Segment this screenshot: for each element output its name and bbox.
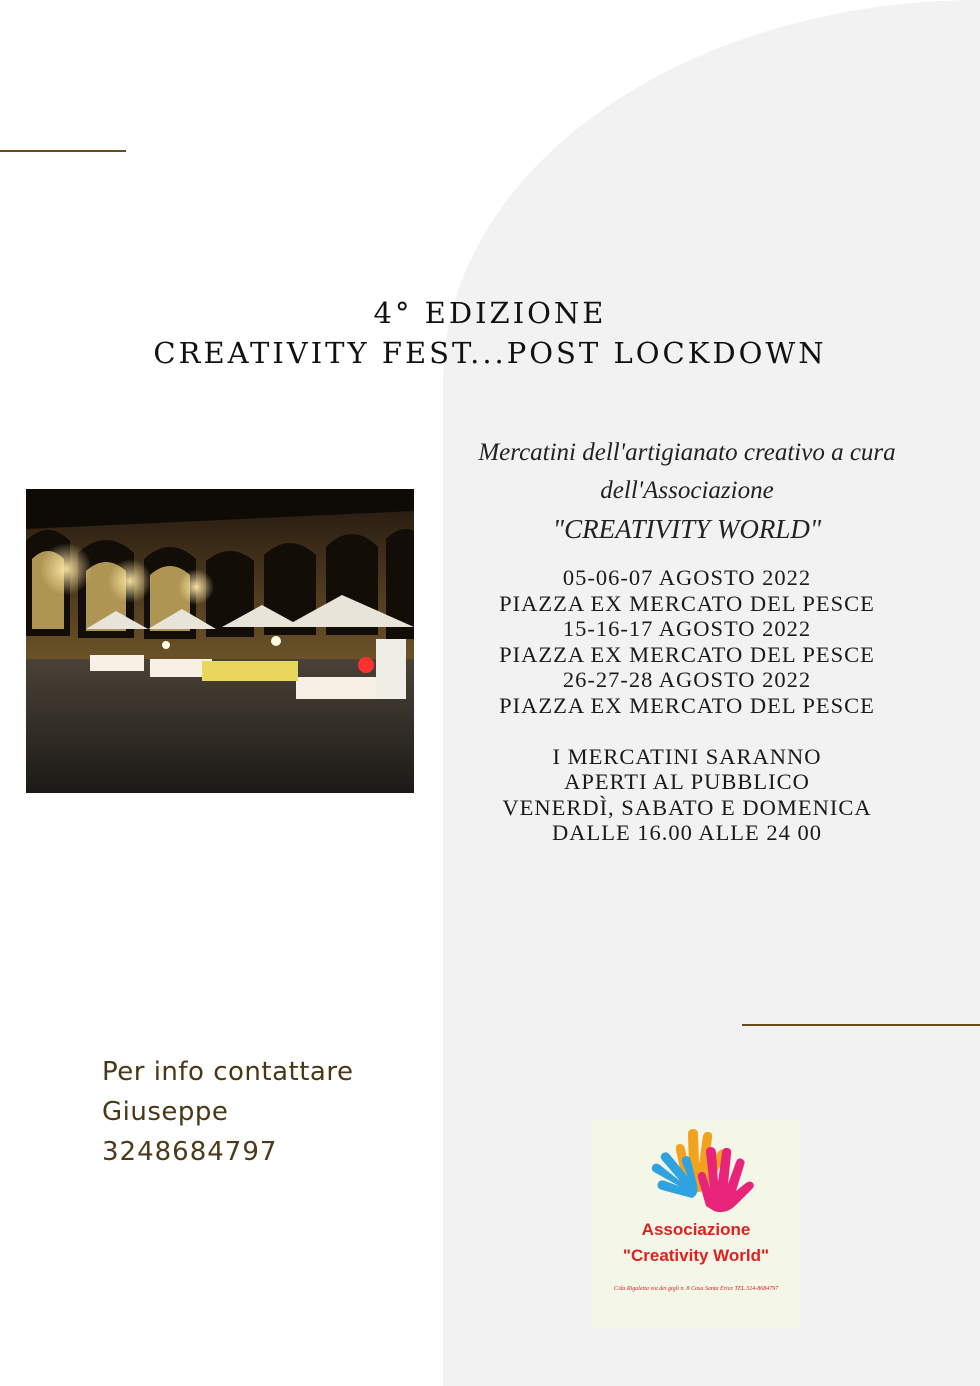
contact-phone[interactable]: 3248684797 <box>102 1137 278 1167</box>
opening-line-3: VENERDÌ, SABATO E DOMENICA <box>502 794 872 820</box>
schedule-place-1: PIAZZA EX MERCATO DEL PESCE <box>499 590 875 616</box>
contact-info <box>102 1052 353 1172</box>
association-logo <box>592 1120 800 1328</box>
market-night-photo <box>26 489 414 793</box>
event-title: CREATIVITY FEST...POST LOCKDOWN <box>153 336 827 370</box>
schedule-place-2: PIAZZA EX MERCATO DEL PESCE <box>499 641 875 667</box>
subtitle-line-1: Mercatini dell'artigianato creativo a cura <box>478 439 896 466</box>
contact-name: Giuseppe <box>102 1097 229 1127</box>
market-photo-illustration <box>26 489 414 793</box>
schedule-place-3: PIAZZA EX MERCATO DEL PESCE <box>499 692 875 718</box>
opening-line-1: I MERCATINI SARANNO <box>552 743 822 769</box>
schedule-date-1: 05-06-07 AGOSTO 2022 <box>562 565 812 590</box>
top-divider-line <box>0 150 126 152</box>
hands-logo-icon <box>592 1120 800 1220</box>
event-subtitle <box>430 434 944 548</box>
subtitle-line-2: dell'Associazione <box>600 477 774 504</box>
contact-intro: Per info contattare <box>102 1057 354 1087</box>
schedule-spacer <box>430 719 944 744</box>
subtitle-line-3: "CREATIVITY WORLD" <box>552 514 822 544</box>
logo-address: C/da Rigaletta via dei gigli n. 8 Casa Santa Erice TEL 324-8684797 <box>613 1286 779 1292</box>
schedule-date-3: 26-27-28 AGOSTO 2022 <box>562 667 812 693</box>
bottom-divider-line <box>742 1024 980 1026</box>
logo-name-line-1: Associazione <box>641 1220 751 1239</box>
opening-line-4: DALLE 16.00 ALLE 24 00 <box>551 820 823 846</box>
logo-name-line-2: "Creativity World" <box>622 1246 770 1265</box>
opening-line-2: APERTI AL PUBBLICO <box>564 769 810 795</box>
schedule-date-2: 15-16-17 AGOSTO 2022 <box>562 616 812 642</box>
edition-title: 4° EDIZIONE <box>373 296 607 330</box>
event-schedule <box>430 565 944 846</box>
